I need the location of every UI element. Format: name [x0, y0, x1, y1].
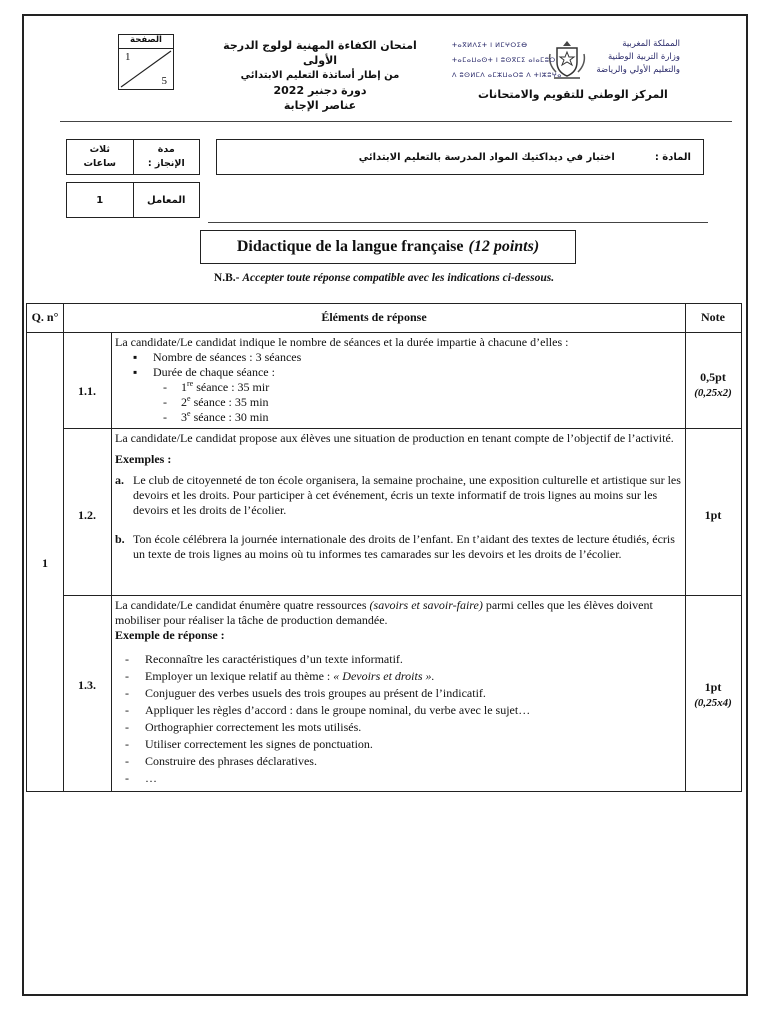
- answer-key-label: عناصر الإجابة: [283, 99, 357, 112]
- ministry-ar-line1: وزارة التربية الوطنية: [607, 52, 680, 62]
- duration-box: [66, 139, 200, 175]
- q13-example-label: Exemple de réponse :: [115, 628, 225, 642]
- q11-note-value: 0,5pt: [700, 370, 726, 384]
- q13-item: - …: [125, 770, 681, 787]
- coefficient-value: 1: [67, 183, 134, 217]
- q11-session-3: - 3e séance : 30 min: [163, 410, 681, 425]
- kingdom-ar-text: المملكة المغربية: [622, 39, 680, 49]
- question-number: 1: [42, 556, 48, 570]
- tifinagh-line3: ⴷ ⵓⵙⵍⵎⴷ ⴰⵎⵣⵡⴰⵔⵓ ⴷ ⵜⵏⵣⵓⵖⴰ: [452, 71, 562, 79]
- nb-note: [0, 272, 768, 284]
- q13-intro: La candidate/Le candidat énumère quatre ressources (savoirs et savoir-faire) parmi celles que les élèves doivent mobiliser pour réaliser la tâche de production demandée.: [115, 598, 653, 627]
- q11-session-1: - 1re séance : 35 mir: [163, 380, 681, 395]
- header-qn: Q. n°: [31, 310, 59, 324]
- q12-examples-label: Exemples :: [115, 452, 172, 466]
- q12-example-a: a. Le club de citoyenneté de ton école organisera, la semaine prochaine, une exposition culturelle et artistique sur les devoirs et les droits. Pour participer à cet événement, écris un texte informatif de trois lignes au moins sur les devoirs et les droits de l’écolier.: [115, 473, 681, 517]
- q13-item: - Construire des phrases déclaratives.: [125, 753, 681, 770]
- q13-number: 1.3.: [78, 678, 96, 692]
- q12-note: 1pt: [704, 508, 722, 522]
- q13-note-detail: (0,25x4): [694, 697, 732, 709]
- national-center-name: المركز الوطني للتقويم والامتحانات: [478, 88, 668, 101]
- header-note: Note: [701, 310, 725, 324]
- q11-content: [115, 335, 681, 425]
- coefficient-box: [66, 182, 200, 218]
- header-elements: Éléments de réponse: [321, 310, 427, 324]
- page-number-box: [118, 34, 174, 90]
- q11-note-detail: (0,25x2): [694, 387, 732, 399]
- section-title-text: Didactique de la langue française: [236, 238, 464, 255]
- answer-table: [26, 303, 742, 792]
- q13-item: - Appliquer les règles d’accord : dans le groupe nominal, du verbe avec le sujet…: [125, 702, 681, 719]
- exam-title-line1: امتحان الكفاءة المهنية لولوج الدرجة الأولى: [223, 39, 417, 67]
- section-title: [200, 230, 576, 264]
- page-label: الصفحة: [119, 35, 173, 49]
- q11-note: [685, 370, 741, 401]
- page-current: 1: [125, 51, 131, 63]
- q13-note-value: 1pt: [704, 680, 722, 694]
- col-divider-qn: [63, 304, 64, 791]
- tifinagh-line1: ⵜⴰⴳⵍⴷⵉⵜ ⵏ ⵍⵎⵖⵔⵉⴱ: [452, 41, 528, 49]
- exam-title: [210, 38, 430, 113]
- nb-text: Accepter toute réponse compatible avec les indications ci-dessous.: [242, 272, 555, 284]
- q12-content: [115, 431, 681, 562]
- q12-number: 1.2.: [78, 508, 96, 522]
- coefficient-key: المعامل: [147, 194, 186, 206]
- subject-divider: [208, 222, 708, 223]
- page-total: 5: [161, 75, 167, 87]
- col-divider-num: [111, 332, 112, 791]
- exam-title-line2: من إطار أساتذة التعليم الابتدائي: [240, 70, 400, 81]
- duration-value: ثلاث ساعات: [67, 140, 134, 174]
- exam-session: دورة دجنبر 2022: [273, 84, 367, 97]
- q11-session-2: - 2e séance : 35 min: [163, 395, 681, 410]
- q12-intro: La candidate/Le candidat propose aux élèves une situation de production en tenant compte de l’objectif de l’activité.: [115, 431, 674, 445]
- row-line-1: [63, 428, 741, 429]
- q11-bullet-duration: ▪ Durée de chaque séance :: [137, 365, 681, 380]
- header-row-line: [27, 332, 741, 333]
- q13-item: - Employer un lexique relatif au thème : « Devoirs et droits ».: [125, 668, 681, 685]
- duration-key: مدة الإنجاز :: [147, 144, 185, 169]
- q11-number: 1.1.: [78, 384, 96, 398]
- q13-item: - Utiliser correctement les signes de ponctuation.: [125, 736, 681, 753]
- ministry-tifinagh: [452, 38, 562, 83]
- header-divider: [60, 121, 732, 122]
- q13-content: [115, 598, 681, 787]
- q12-example-b: b. Ton école célébrera la journée internationale des droits de l’enfant. En t’aidant des textes de lecture étudiés, écris un texte de trois lignes au moins où tu informes tes camarades sur les devoirs et les droits de l’écolier.: [115, 532, 675, 561]
- subject-key: المادة :: [654, 151, 691, 163]
- row-line-2: [63, 595, 741, 596]
- tifinagh-line2: ⵜⴰⵎⴰⵡⴰⵙⵜ ⵏ ⵓⵙⴳⵎⵉ ⴰⵏⴰⵎⵓⵔ: [452, 56, 556, 64]
- ministry-ar-line2: والتعليم الأولي والرياضة: [596, 65, 680, 75]
- q13-note: [685, 680, 741, 711]
- ministry-arabic: [596, 38, 680, 77]
- q11-intro: La candidate/Le candidat indique le nombre de séances et la durée impartie à chacune d’elles :: [115, 335, 569, 349]
- subject-box: [216, 139, 704, 175]
- q11-bullet-sessions: ▪ Nombre de séances : 3 séances: [137, 350, 681, 365]
- q13-item: - Reconnaître les caractéristiques d’un texte informatif.: [125, 651, 681, 668]
- nb-label: N.B.-: [213, 272, 240, 284]
- q13-item: - Conjuguer des verbes usuels des trois groupes au présent de l’indicatif.: [125, 685, 681, 702]
- subject-value: اختبار في ديداكتيك المواد المدرسة بالتعليم الابتدائي: [358, 151, 615, 163]
- q13-item: - Orthographier correctement les mots utilisés.: [125, 719, 681, 736]
- section-points: (12 points): [468, 238, 540, 255]
